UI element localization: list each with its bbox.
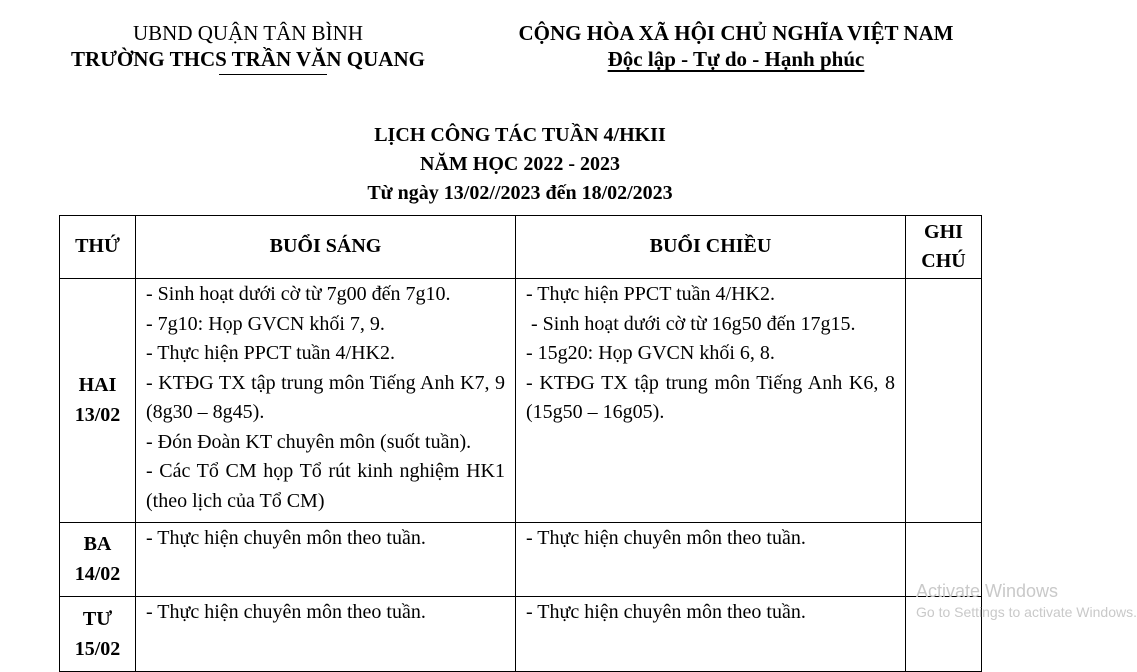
afternoon-item: - Thực hiện PPCT tuần 4/HK2. — [526, 283, 775, 305]
day-name: HAI — [78, 374, 117, 396]
header-day: THỨ — [60, 216, 136, 279]
header-note: GHI CHÚ — [906, 216, 982, 279]
table-row — [60, 597, 982, 672]
afternoon-cell — [516, 597, 906, 672]
day-name: BA — [83, 533, 112, 555]
title-line-3: Từ ngày 13/02//2023 đến 18/02/2023 — [367, 182, 673, 204]
morning-item: - Thực hiện chuyên môn theo tuần. — [146, 601, 426, 623]
day-cell — [60, 523, 136, 597]
national-motto: Độc lập - Tự do - Hạnh phúc — [607, 47, 865, 71]
document-title — [60, 121, 980, 208]
authority-name: UBND QUẬN TÂN BÌNH — [132, 21, 364, 45]
watermark-title: Activate Windows — [916, 581, 1059, 601]
table-row — [60, 523, 982, 597]
activation-watermark — [916, 580, 1137, 622]
day-date: 15/02 — [74, 637, 121, 660]
morning-item: - Sinh hoạt dưới cờ từ 7g00 đến 7g10. — [146, 283, 451, 305]
afternoon-item: - Thực hiện chuyên môn theo tuần. — [526, 527, 806, 549]
morning-cell — [136, 279, 516, 523]
header-left-underline — [219, 74, 327, 75]
header-afternoon: BUỔI CHIỀU — [516, 216, 906, 279]
title-line-2: NĂM HỌC 2022 - 2023 — [420, 153, 620, 175]
watermark-subtitle: Go to Settings to activate Windows. — [916, 604, 1137, 620]
afternoon-cell — [516, 523, 906, 597]
afternoon-item: - Thực hiện chuyên môn theo tuần. — [526, 601, 806, 623]
title-line-1: LỊCH CÔNG TÁC TUẦN 4/HKII — [374, 124, 666, 146]
day-cell — [60, 597, 136, 672]
morning-item: - 7g10: Họp GVCN khối 7, 9. — [146, 312, 385, 335]
afternoon-item: - 15g20: Họp GVCN khối 6, 8. — [526, 342, 775, 364]
table-header-row — [60, 216, 982, 279]
morning-item: - Thực hiện chuyên môn theo tuần. — [146, 527, 426, 549]
morning-item: - Thực hiện PPCT tuần 4/HK2. — [146, 342, 395, 364]
country-name: CỘNG HÒA XÃ HỘI CHỦ NGHĨA VIỆT NAM — [518, 21, 954, 45]
afternoon-cell — [516, 279, 906, 523]
day-name: TƯ — [82, 608, 113, 630]
afternoon-item: - Sinh hoạt dưới cờ từ 16g50 đến 17g15. — [526, 312, 856, 335]
note-cell — [906, 279, 982, 523]
header-morning: BUỔI SÁNG — [136, 216, 516, 279]
morning-cell — [136, 597, 516, 672]
morning-item: - Đón Đoàn KT chuyên môn (suốt tuần). — [146, 430, 472, 453]
morning-item: - KTĐG TX tập trung môn Tiếng Anh K7, 9 (8g30 – 8g45). — [146, 371, 505, 423]
header-left — [58, 20, 438, 75]
day-date: 13/02 — [74, 403, 121, 426]
schedule-table — [59, 215, 982, 672]
table-row — [60, 279, 982, 523]
afternoon-item: - KTĐG TX tập trung môn Tiếng Anh K6, 8 (15g50 – 16g05). — [526, 371, 895, 423]
morning-cell — [136, 523, 516, 597]
header-right — [498, 20, 974, 72]
school-name: TRƯỜNG THCS TRẦN VĂN QUANG — [71, 47, 425, 71]
day-cell — [60, 279, 136, 523]
morning-item: - Các Tổ CM họp Tổ rút kinh nghiệm HK1 (theo lịch của Tổ CM) — [146, 460, 505, 512]
day-date: 14/02 — [74, 562, 121, 585]
